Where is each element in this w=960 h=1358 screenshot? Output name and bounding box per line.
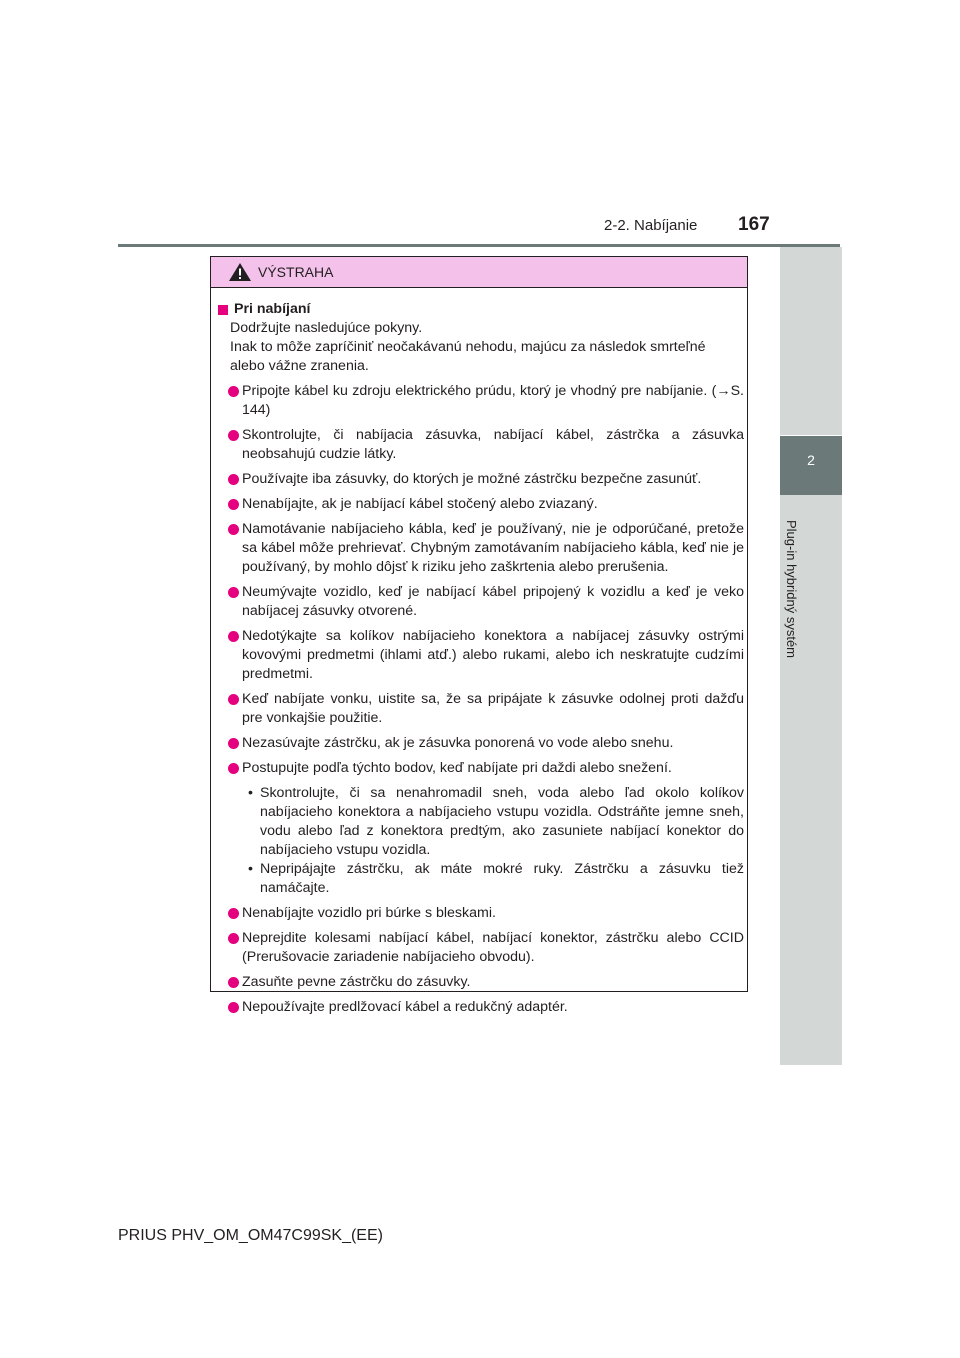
warning-title: VÝSTRAHA [258, 264, 334, 280]
bullet-dot-icon [228, 631, 239, 642]
bullet-dot-icon [228, 763, 239, 774]
list-item: Nedotýkajte sa kolíkov nabíjacieho konektora a nabíjacej zásuvky ostrými kovovými predmetmi (ihlami atď.) alebo rukami, alebo ich neskratujte cudzími predmetmi. [218, 627, 744, 684]
intro-line: Dodržujte nasledujúce pokyny. [230, 320, 423, 336]
bullet-dot-icon [228, 587, 239, 598]
warning-content [218, 300, 744, 1017]
bullet-dot-icon [228, 430, 239, 441]
list-item: Používajte iba zásuvky, do ktorých je možné zástrčku bezpečne zasunúť. [218, 470, 744, 489]
warning-header [211, 257, 747, 288]
chapter-number: 2 [807, 452, 815, 468]
warning-box [210, 256, 748, 1015]
side-tab-upper [780, 247, 842, 435]
chapter-title-vertical [784, 520, 808, 670]
sub-bullet-icon: • [248, 785, 253, 801]
section-title-text: Pri nabíjaní [234, 301, 311, 317]
bullet-dot-icon [228, 977, 239, 988]
bullet-dot-icon [228, 908, 239, 919]
section-title [218, 300, 744, 319]
list-item: Nezasúvajte zástrčku, ak je zásuvka ponorená vo vode alebo snehu. [218, 734, 744, 753]
list-item: Nenabíjajte, ak je nabíjací kábel stočený alebo zviazaný. [218, 495, 744, 514]
warning-triangle-icon [228, 262, 252, 282]
list-item: Postupujte podľa týchto bodov, keď nabíjate pri daždi alebo snežení. [218, 759, 744, 778]
header-divider [118, 244, 840, 247]
list-item: Neumývajte vozidlo, keď je nabíjací kábel pripojený k vozidlu a keď je veko nabíjacej zásuvky otvorené. [218, 583, 744, 621]
sub-list-item: • Skontrolujte, či sa nenahromadil sneh, voda alebo ľad okolo kolíkov nabíjacieho konektora a nabíjacieho vstupu vozidla. Odstráňte jemne sneh, vodu alebo ľad z konektora predtým, ako zasuniete nabíjací konektor do nabíjacieho vstupu vozidla. [248, 785, 744, 858]
sub-list-item: • Nepripájajte zástrčku, ak máte mokré ruky. Zástrčku a zásuvku tiež namáčajte. [248, 861, 744, 896]
document-footer: PRIUS PHV_OM_OM47C99SK_(EE) [118, 1227, 383, 1244]
list-item: Namotávanie nabíjacieho kábla, keď je používaný, nie je odporúčané, pretože sa kábel môže prehrievať. Chybným zamotávaním nabíjacieho kábla, keď nie je používaný, by mohlo dôjsť k riziku jeho zaškrtenia alebo prerušenia. [218, 520, 744, 577]
bullet-dot-icon [228, 499, 239, 510]
list-item: Keď nabíjate vonku, uistite sa, že sa pripájate k zásuvke odolnej proti dažďu pre vonkajšie použitie. [218, 690, 744, 728]
list-item: Skontrolujte, či nabíjacia zásuvka, nabíjací kábel, zástrčka a zásuvka neobsahujú cudzie látky. [218, 426, 744, 464]
square-bullet-icon [218, 305, 228, 315]
bullet-dot-icon [228, 524, 239, 535]
list-item: Nepoužívajte predlžovací kábel a redukčný adaptér. [218, 998, 744, 1017]
bullet-dot-icon [228, 933, 239, 944]
header-section-title: 2-2. Nabíjanie [604, 217, 698, 234]
page-number: 167 [738, 214, 770, 235]
intro-paragraph: Inak to môže zapríčiniť neočakávanú nehodu, majúcu za následok smrteľné alebo vážne zranenia. [230, 339, 706, 374]
bullet-dot-icon [228, 474, 239, 485]
list-item: Pripojte kábel ku zdroju elektrického prúdu, ktorý je vhodný pre nabíjanie. (→S. 144) [218, 382, 744, 420]
list-item: Zasuňte pevne zástrčku do zásuvky. [218, 973, 744, 992]
bullet-dot-icon [228, 386, 239, 397]
list-item: Neprejdite kolesami nabíjací kábel, nabíjací konektor, zástrčku alebo CCID (Prerušovacie zariadenie nabíjacieho obvodu). [218, 929, 744, 967]
chapter-title: Plug-in hybridný systém [784, 520, 799, 658]
bullet-dot-icon [228, 1002, 239, 1013]
sub-bullet-icon: • [248, 861, 253, 877]
bullet-dot-icon [228, 738, 239, 749]
list-item: Nenabíjajte vozidlo pri búrke s bleskami. [218, 904, 744, 923]
bullet-dot-icon [228, 694, 239, 705]
